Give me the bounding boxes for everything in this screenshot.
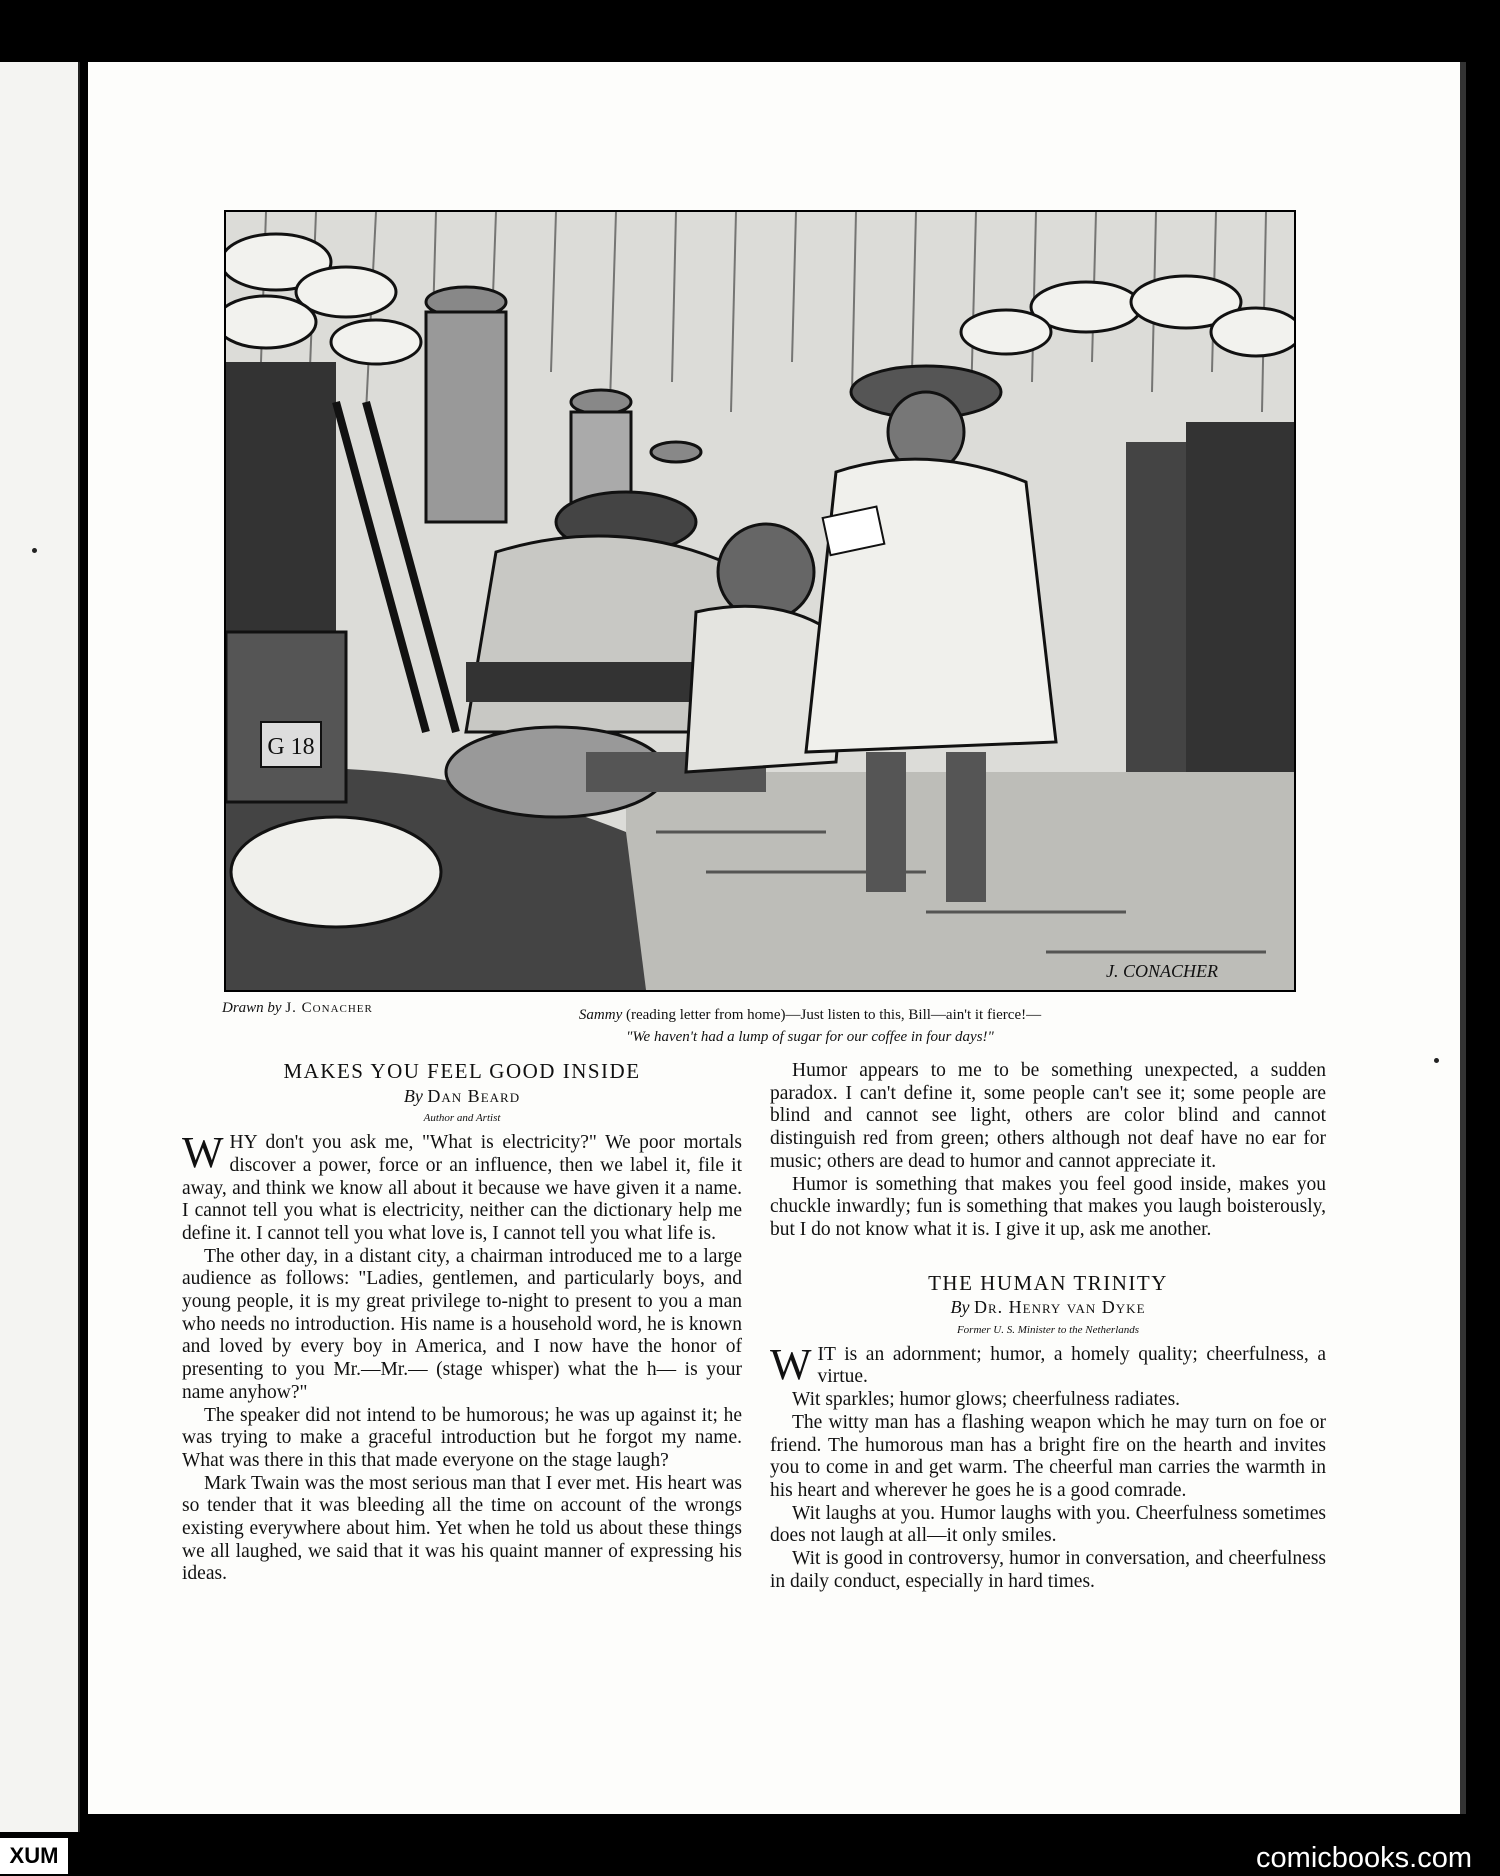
left-column bbox=[182, 1060, 742, 1586]
caption-speaker: Sammy bbox=[578, 1007, 623, 1023]
byline-by: By bbox=[403, 1085, 423, 1106]
right-column bbox=[770, 1060, 1326, 1593]
article-1-title: MAKES YOU FEEL GOOD INSIDE bbox=[283, 1059, 641, 1083]
adjacent-page-edge bbox=[0, 62, 80, 1832]
illustration-credit bbox=[222, 1000, 373, 1017]
article-2-author: Dr. Henry van Dyke bbox=[973, 1297, 1146, 1318]
article-2-paragraph-2: Wit sparkles; humor glows; cheerfulness radiates. bbox=[792, 1389, 1181, 1411]
article-2-author-role: Former U. S. Minister to the Netherlands bbox=[956, 1324, 1140, 1337]
caption-line-1: (reading letter from home)—Just listen to this, Bill—ain't it fierce!— bbox=[625, 1007, 1042, 1023]
article-2-paragraph-3: The witty man has a flashing weapon which he may turn on foe or friend. The humorous man has a bright fire on the hearth and invites you to come in and get warm. The cheerful man carries the warmth in his heart and wherever he goes he is a good comrade. bbox=[770, 1411, 1326, 1501]
scan-speck bbox=[1434, 1058, 1439, 1063]
drop-cap: W bbox=[182, 1128, 224, 1178]
drop-cap: W bbox=[770, 1339, 812, 1389]
article-2-paragraph-4: Wit laughs at you. Humor laughs with you. Cheerfulness sometimes does not laugh at all—it only smiles. bbox=[770, 1502, 1326, 1547]
illustration-drawing bbox=[226, 212, 1294, 990]
scan-speck bbox=[32, 548, 37, 553]
ammo-crate bbox=[226, 632, 346, 802]
credit-name: J. Conacher bbox=[285, 1000, 373, 1016]
source-label: XUM bbox=[0, 1838, 68, 1874]
article-1-author: Dan Beard bbox=[427, 1085, 521, 1106]
article-1-paragraph-2: The other day, in a distant city, a chairman introduced me to a large audience as follows: "Ladies, gentlemen, and particularly boys, and young people, it is my great privilege to-night to present to you a man who needs no introduction. His name is a household word, he is known and loved by every boy in America, and I now have the honor of presenting to you Mr.—Mr.— (stage whisper) what the h— is your name anyhow?" bbox=[182, 1245, 742, 1403]
article-1-paragraph-1: WHY don't you ask me, "What is electricity?" We poor mortals discover a power, force or an influence, then we label it, file it away, and think we know all about it because we have given it a name. I cannot tell you what is electricity, neither can the dictionary help me define it. I cannot tell you what love is, I cannot tell you what life is. bbox=[182, 1128, 742, 1244]
sack bbox=[231, 817, 441, 927]
trench-illustration bbox=[224, 210, 1296, 992]
page-binding-edge bbox=[1460, 62, 1466, 1814]
article-1-author-role: Author and Artist bbox=[423, 1112, 501, 1125]
credit-prefix: Drawn by bbox=[222, 1000, 282, 1016]
article-1-byline bbox=[182, 1085, 742, 1108]
site-watermark: comicbooks.com bbox=[1256, 1842, 1472, 1874]
byline-by: By bbox=[950, 1297, 970, 1318]
illustration-caption bbox=[430, 1004, 1190, 1048]
article-1-paragraph-6: Humor is something that makes you feel good inside, makes you chuckle inwardly; fun is something that makes you laugh boisterously, but I do not know what it is. I give it up, ask me another. bbox=[770, 1173, 1326, 1240]
article-1-paragraph-3: The speaker did not intend to be humorous; he was up against it; he was trying to make a graceful introduction but he forgot my name. What was there in this that made everyone on the stage laugh? bbox=[182, 1404, 742, 1471]
article-2-title: THE HUMAN TRINITY bbox=[928, 1270, 1168, 1295]
article-1-paragraph-5: Humor appears to me to be something unexpected, a sudden paradox. I can't define it, some people can't see it; some people are blind and cannot see light, others are color blind and cannot distinguish red from green; others although not deaf have no ear for music; others are dead to humor and cannot appreciate it. bbox=[770, 1060, 1326, 1172]
article-2-paragraph-1: WIT is an adornment; humor, a homely quality; cheerfulness, a virtue. bbox=[770, 1339, 1326, 1389]
caption-line-2: "We haven't had a lump of sugar for our coffee in four days!" bbox=[626, 1029, 994, 1045]
crate-marking: G 18 bbox=[267, 734, 315, 760]
article-2-paragraph-5: Wit is good in controversy, humor in conversation, and cheerfulness in daily conduct, especially in hard times. bbox=[770, 1548, 1326, 1592]
article-2-byline bbox=[770, 1296, 1326, 1319]
article-1-paragraph-4: Mark Twain was the most serious man that I ever met. His heart was so tender that it was bleeding all the time on account of the wrongs existing everywhere about him. Yet when he told us about these things we all laughed, we said that it was his quaint manner of expressing his ideas. bbox=[182, 1472, 742, 1585]
artist-signature: J. CONACHER bbox=[1106, 961, 1218, 981]
